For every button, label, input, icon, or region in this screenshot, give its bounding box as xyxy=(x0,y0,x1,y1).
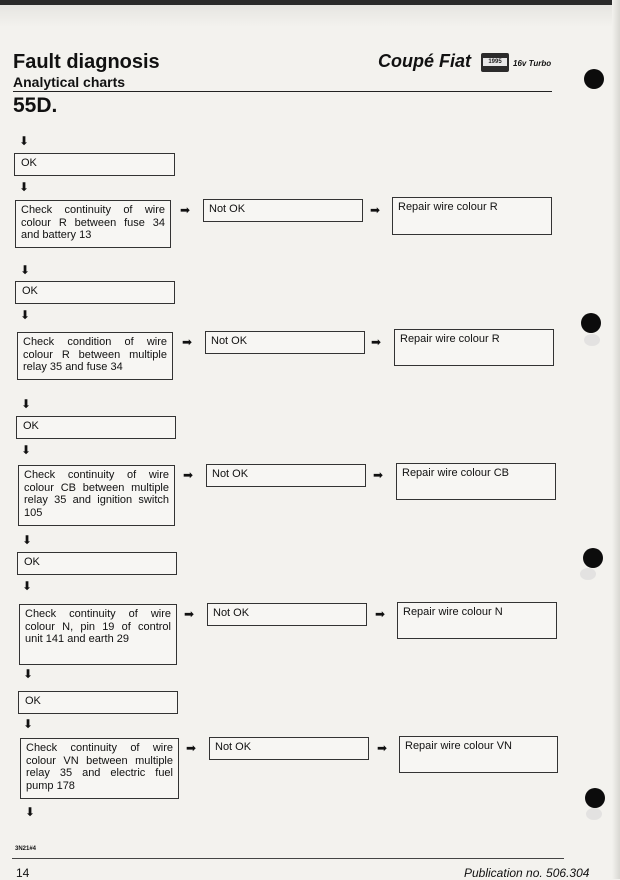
right-arrow-icon: ➡ xyxy=(180,203,191,217)
ok-box: OK xyxy=(14,153,175,176)
down-arrow-icon: ⬇ xyxy=(25,805,36,819)
model-name: 16v Turbo xyxy=(513,59,552,68)
repair-box: Repair wire colour N xyxy=(397,602,557,639)
ok-box: OK xyxy=(17,552,177,575)
down-arrow-icon: ⬇ xyxy=(20,308,31,322)
not-ok-box: Not OK xyxy=(205,331,365,354)
check-box: Check continuity of wire colour N, pin 19 of control unit 141 and earth 29 xyxy=(19,604,177,665)
paper-blemish xyxy=(584,334,600,346)
paper-blemish xyxy=(586,808,602,820)
ok-box: OK xyxy=(16,416,176,439)
header-rule xyxy=(13,91,552,92)
brand-name: Coupé Fiat xyxy=(378,51,471,71)
ok-box: OK xyxy=(18,691,178,714)
logo-year: 1995 xyxy=(483,58,507,66)
punch-hole xyxy=(581,313,601,333)
punch-hole xyxy=(583,548,603,568)
right-arrow-icon: ➡ xyxy=(377,741,388,755)
right-arrow-icon: ➡ xyxy=(373,468,384,482)
page-title: Fault diagnosis xyxy=(13,51,160,73)
check-box: Check continuity of wire colour VN between multiple relay 35 and electric fuel pump 178 xyxy=(20,738,179,799)
page-subtitle: Analytical charts xyxy=(13,74,126,90)
down-arrow-icon: ⬇ xyxy=(23,717,34,731)
not-ok-box: Not OK xyxy=(207,603,367,626)
scan-top-grain xyxy=(0,5,620,27)
punch-hole xyxy=(584,69,604,89)
down-arrow-icon: ⬇ xyxy=(21,443,32,457)
not-ok-box: Not OK xyxy=(209,737,369,760)
footer-code: 3N21#4 xyxy=(15,846,37,852)
right-arrow-icon: ➡ xyxy=(182,335,193,349)
page-number: 14 xyxy=(16,866,30,880)
right-arrow-icon: ➡ xyxy=(186,741,197,755)
section-number: 55D. xyxy=(13,94,58,117)
footer-rule xyxy=(12,858,564,859)
down-arrow-icon: ⬇ xyxy=(22,579,33,593)
down-arrow-icon: ⬇ xyxy=(20,263,31,277)
brand-logo xyxy=(481,53,509,72)
repair-box: Repair wire colour R xyxy=(392,197,552,235)
right-arrow-icon: ➡ xyxy=(375,607,386,621)
right-arrow-icon: ➡ xyxy=(370,203,381,217)
punch-hole xyxy=(585,788,605,808)
right-arrow-icon: ➡ xyxy=(184,607,195,621)
paper-blemish xyxy=(580,568,596,580)
scan-right-edge xyxy=(612,0,620,879)
down-arrow-icon: ⬇ xyxy=(23,667,34,681)
down-arrow-icon: ⬇ xyxy=(21,397,32,411)
right-arrow-icon: ➡ xyxy=(371,335,382,349)
check-box: Check condition of wire colour R between multiple relay 35 and fuse 34 xyxy=(17,332,173,380)
ok-box: OK xyxy=(15,281,175,304)
not-ok-box: Not OK xyxy=(206,464,366,487)
right-arrow-icon: ➡ xyxy=(183,468,194,482)
repair-box: Repair wire colour R xyxy=(394,329,554,366)
repair-box: Repair wire colour VN xyxy=(399,736,558,773)
not-ok-box: Not OK xyxy=(203,199,363,222)
check-box: Check continuity of wire colour R between fuse 34 and battery 13 xyxy=(15,200,171,248)
check-box: Check continuity of wire colour CB between multiple relay 35 and ignition switch 105 xyxy=(18,465,175,526)
down-arrow-icon: ⬇ xyxy=(22,533,33,547)
repair-box: Repair wire colour CB xyxy=(396,463,556,500)
down-arrow-icon: ⬇ xyxy=(19,134,30,148)
down-arrow-icon: ⬇ xyxy=(19,180,30,194)
publication-number: Publication no. 506.304 xyxy=(464,866,590,880)
